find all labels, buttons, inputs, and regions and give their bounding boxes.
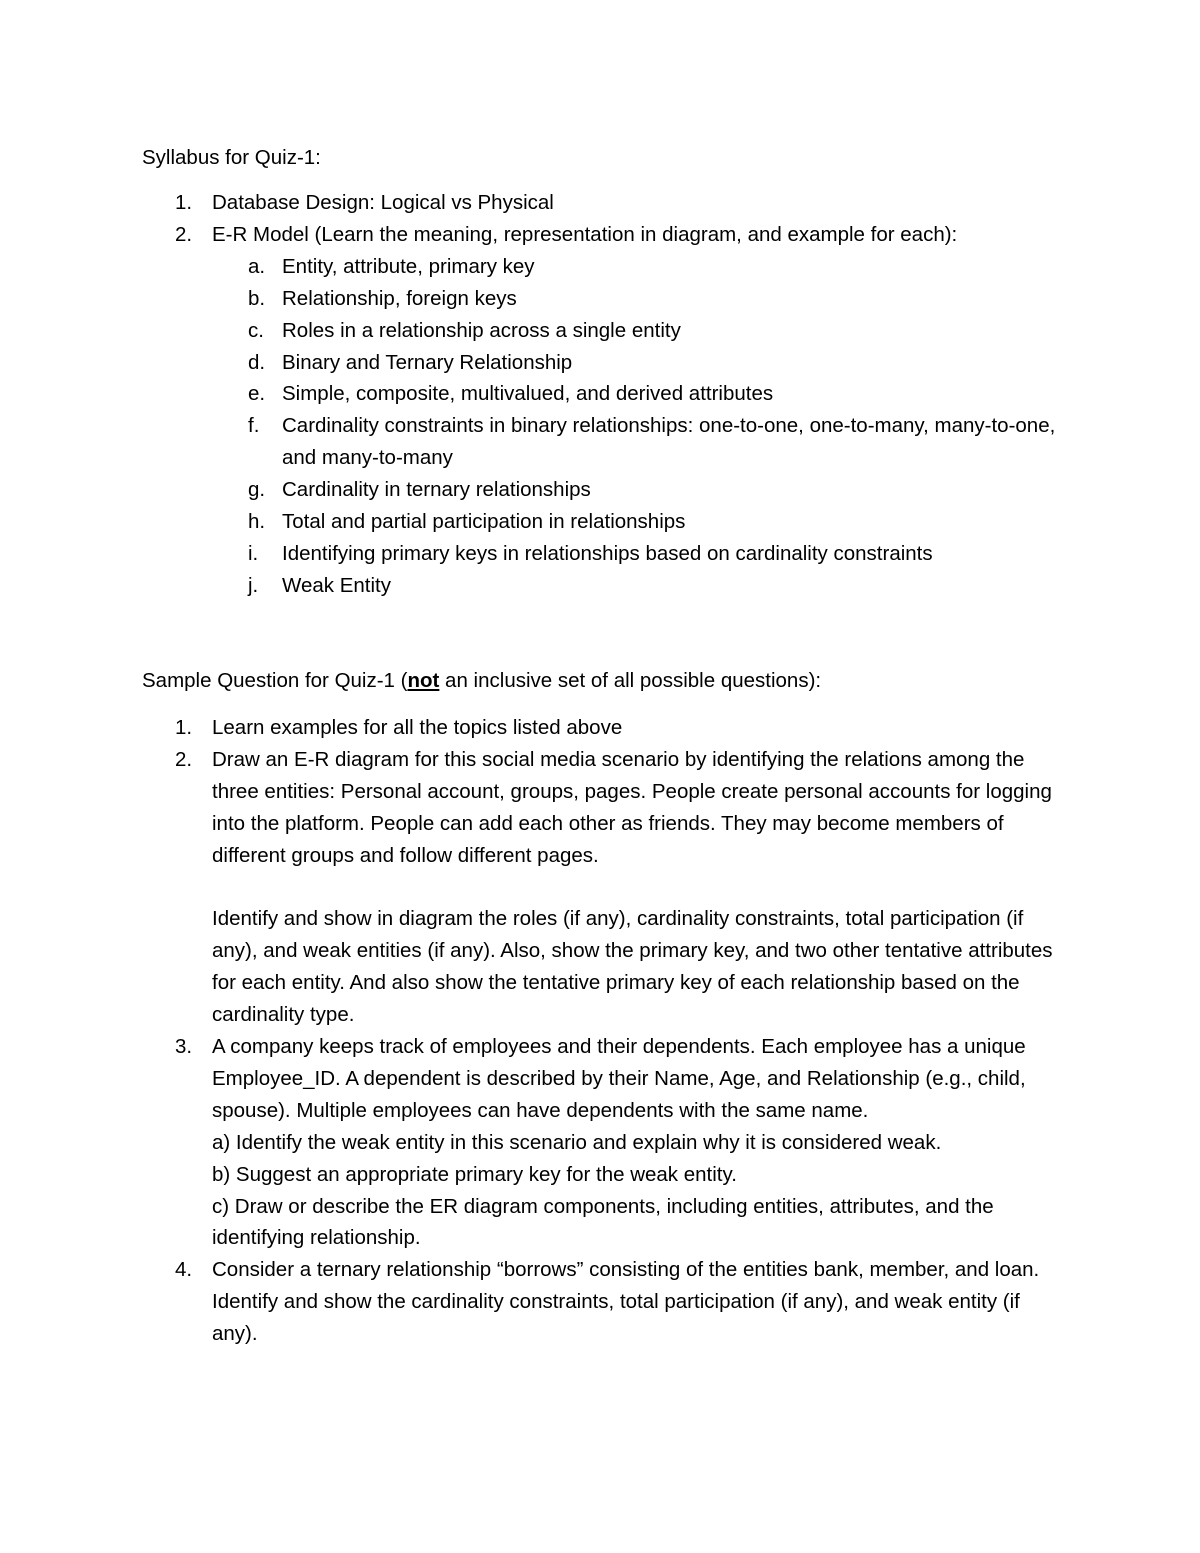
sublist-text: Cardinality in ternary relationships [282, 478, 591, 502]
sublist-item [212, 410, 1062, 474]
sublist-letter: j. [248, 573, 259, 597]
question-number: 3. [175, 1035, 193, 1059]
sublist-letter: f. [248, 414, 260, 438]
sublist-letter: a. [248, 254, 266, 278]
sublist-item [212, 474, 1062, 506]
sublist-letter: b. [248, 286, 266, 310]
sublist-item [212, 251, 1062, 283]
sublist-letter: e. [248, 382, 266, 406]
syllabus-list [0, 187, 1062, 602]
question-part-a: a) Identify the weak entity in this scenario and explain why it is considered weak. [212, 1130, 942, 1154]
syllabus-item [0, 187, 1062, 219]
sublist-text: Total and partial participation in relationships [282, 510, 686, 534]
question-text: Consider a ternary relationship “borrows” consisting of the entities bank, member, and loan. Identify and show the cardinality constraints, total participation (if any), and weak entity (if any). [212, 1258, 1040, 1346]
question-number: 1. [175, 716, 193, 739]
item-text: Database Design: Logical vs Physical [212, 191, 554, 214]
syllabus-heading: Syllabus for Quiz-1: [142, 146, 321, 169]
syllabus-item [0, 219, 1062, 602]
question-number: 4. [175, 1258, 193, 1282]
sublist-text: Binary and Ternary Relationship [282, 350, 573, 374]
question-item [0, 1254, 1062, 1350]
sublist-letter: c. [248, 318, 264, 342]
sublist-letter: i. [248, 541, 259, 565]
question-text: Learn examples for all the topics listed above [212, 716, 623, 739]
sample-question-list [0, 712, 1062, 1350]
sublist-text: Entity, attribute, primary key [282, 254, 535, 278]
er-model-sublist [212, 251, 1062, 602]
sublist-text: Weak Entity [282, 573, 391, 597]
question-number: 2. [175, 747, 193, 771]
sublist-item [212, 347, 1062, 379]
sublist-letter: d. [248, 350, 266, 374]
sublist-item [212, 570, 1062, 602]
question-text: Draw an E-R diagram for this social media scenario by identifying the relations among the three entities: Personal account, groups, pages. People create personal accounts for logging into the platform. People can add each other as friends. They may become members of different groups and follow different pages. [212, 747, 1052, 867]
question-text: A company keeps track of employees and their dependents. Each employee has a unique Employee_ID. A dependent is described by their Name, Age, and Relationship (e.g., child, spouse). Multiple employees can have dependents with the same name. [212, 1035, 1026, 1122]
sublist-text: Roles in a relationship across a single entity [282, 318, 681, 342]
sublist-item [212, 283, 1062, 315]
item-number: 1. [175, 191, 193, 214]
question-part-b: b) Suggest an appropriate primary key for the weak entity. [212, 1162, 737, 1186]
sublist-item [212, 378, 1062, 410]
sublist-item [212, 315, 1062, 347]
question-item [0, 712, 1062, 744]
sublist-text: Identifying primary keys in relationships based on cardinality constraints [282, 541, 933, 565]
sublist-letter: g. [248, 478, 266, 502]
sublist-text: Cardinality constraints in binary relationships: one-to-one, one-to-many, many-to-one, and many-to-many [282, 414, 1056, 470]
question-item [0, 744, 1062, 1031]
paragraph-gap [212, 872, 1062, 904]
sample-heading-emphasis: not [407, 669, 440, 692]
sublist-item [212, 538, 1062, 570]
question-instructions: Identify and show in diagram the roles (if any), cardinality constraints, total participation (if any), and weak entities (if any). Also, show the primary key, and two other tentative attributes for each entity. And also show the tentative primary key of each relationship based on the cardinality type. [212, 907, 1053, 1027]
sublist-text: Relationship, foreign keys [282, 286, 517, 310]
item-text: E-R Model (Learn the meaning, representation in diagram, and example for each): [212, 222, 958, 246]
question-item [0, 1031, 1062, 1254]
sublist-letter: h. [248, 510, 266, 534]
sublist-item [212, 506, 1062, 538]
sample-heading-end: an inclusive set of all possible questions): [439, 669, 822, 692]
sublist-text: Simple, composite, multivalued, and derived attributes [282, 382, 774, 406]
sample-heading-start: Sample Question for Quiz-1 ( [142, 669, 408, 692]
item-number: 2. [175, 222, 193, 246]
sample-heading [142, 665, 821, 697]
question-part-c: c) Draw or describe the ER diagram components, including entities, attributes, and the identifying relationship. [212, 1194, 994, 1250]
